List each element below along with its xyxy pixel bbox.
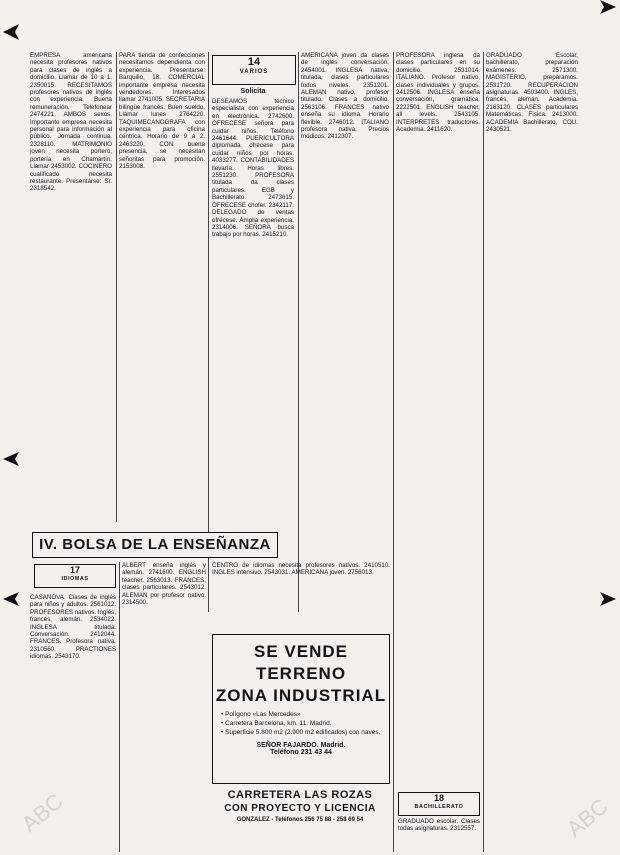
column-text: DESEAMOS técnico especialista con experiencia en electrónica. 2742600. OFRECESE señora para cuidar niños. Teléfono 2461644. PUERICULTORA diplomada ofrécese para cuidar niños por horas. 4033277. CONTABILIDADES llevaría. Horas libres. 2551230. PROFESORA titulada da clases particulares. EGB y Bachillerato. 2473615. OFRECESE chofer. 2342117. DELEGADO de ventas ofrécese. Amplia experiencia. 2314006. SEÑORA busca trabajo por horas. 2415210. bbox=[212, 98, 294, 239]
registration-arrow-icon bbox=[600, 0, 616, 14]
column-text: GRADUADO Escolar, bachillerato, preparación exámenes. 2571300. MAGISTERIO, preparamos. 2531720. RECUPERACION asignaturas. 4503400. INGLES, francés, alemán. Academia. 2163120. CLASES particulares Matemáticas, Física. 2413000. ACADEMIA Bachillerato, COU. 2430521. bbox=[486, 52, 578, 134]
idiomas-column-2 bbox=[122, 562, 206, 852]
ad-contact: SEÑOR FAJARDO. Madrid. bbox=[256, 742, 346, 749]
bachillerato-column bbox=[398, 818, 480, 848]
column-divider bbox=[393, 52, 394, 852]
section-title: IV. BOLSA DE LA ENSEÑANZA bbox=[39, 536, 271, 553]
column-text: GRADUADO escolar. Clases todas asignaturas. 2312557. bbox=[398, 818, 480, 833]
section-header-idiomas bbox=[34, 564, 116, 588]
column-divider bbox=[298, 52, 299, 612]
classifieds-column-1 bbox=[30, 52, 112, 522]
section-number: 14 bbox=[247, 56, 261, 68]
classifieds-column-6 bbox=[486, 52, 578, 852]
column-text: CASANOVA. Clases de inglés para niños y adultos. 2561012. PROFESORES nativos. Inglés, francés, alemán. 2534022. INGLESA titulada. Conversación. 2412044. FRANCES. Profesora nativa. 2310560. PRACTIONES idiomas. 2543170. bbox=[30, 594, 116, 661]
section-header-bachillerato bbox=[398, 792, 480, 816]
classifieds-column-4 bbox=[301, 52, 389, 612]
registration-arrow-icon bbox=[600, 592, 616, 606]
ad-headline: SE VENDE TERRENO bbox=[254, 642, 348, 683]
column-text: PROFESORA inglesa da clases particulares en su domicilio. 2531014. ITALIANO. Profesor nativo, clases individuales y grupos. 2412506. INGLESA enseña conversación, gramática. 2222501. ENGLISH teacher, all levels. 2543105. INTERPRETES traductores. Academia. 2411620. bbox=[396, 52, 480, 134]
column-divider bbox=[483, 52, 484, 852]
ad-headline: ZONA INDUSTRIAL bbox=[215, 686, 387, 705]
classifieds-column-2 bbox=[119, 52, 205, 522]
column-divider bbox=[208, 52, 209, 612]
watermark: ABC bbox=[16, 788, 68, 837]
ad-headline: CARRETERA LAS ROZAS bbox=[227, 789, 373, 801]
ad-bullet: • Polígono «Las Mercedes» bbox=[221, 711, 301, 718]
subsection-label: Solicita bbox=[240, 88, 266, 95]
section-banner bbox=[32, 532, 278, 558]
classifieds-column-5 bbox=[396, 52, 480, 852]
section-number: 17 bbox=[69, 565, 80, 575]
section-label: VARIOS bbox=[239, 69, 269, 75]
idiomas-column-3 bbox=[212, 562, 390, 622]
ad-bullet: • Superficie 5.800 m2 (2.900 m2 edificados) con naves. bbox=[221, 729, 381, 736]
column-text: PARA tienda de confecciones necesitamos dependienta con experiencia. Presentarse: Barquillo, 18. COMERCIAL importante empresa necesita vendedores. Interesados llamar 2741005. SECRETARIA bilingüe francés. Buen sueldo. Llamar lunes 2764220. TAQUIMECANOGRAFA con experiencia para oficina céntrica. Horario de 9 a 2. 2463220. CON buena presencia, se necesitan señoritas para promoción. 2153008. bbox=[119, 52, 205, 171]
road-sale-ad bbox=[212, 788, 388, 840]
registration-arrow-icon bbox=[3, 592, 19, 606]
column-text: EMPRESA americana necesita profesores nativos para clases de inglés a domicilio. Llamar de 10 a 1. 2350015. RECESITAMOS profesores nativos de inglés con experiencia. Buena remuneración. Telefonear 2474221. AMBOS sexos. Importante empresa necesita personal para información al público. Jornada continua. 2328110. MATRIMONIO joven necesita portero, portería en Chamartín. Llamar 2453002. COCINERO cualificado necesita restaurante. Presentarse: Sr. 2318542. bbox=[30, 52, 112, 193]
ad-phone: Teléfono 231 43 44 bbox=[270, 749, 332, 756]
column-divider bbox=[119, 562, 120, 852]
watermark: ABC bbox=[561, 793, 613, 842]
classifieds-column-3 bbox=[212, 98, 294, 518]
registration-arrow-icon bbox=[3, 24, 19, 40]
column-text: ALBERT enseña inglés y alemán. 2741600. ENGLISH teacher. 2563013. FRANCES, clases particulares. 2543012. ALEMAN por profesor nativo. 2314500. bbox=[122, 562, 206, 607]
column-text: AMERICANA joven da clases de inglés conversación. 2454001. INGLESA nativa, titulada, clases particulares todos niveles. 2351201. ALEMAN nativo, profesor titulado. Clases a domicilio. 2563106. FRANCES nativo enseña su idioma. Horario flexible. 2746012. ITALIANO profesora nativa. Precios módicos. 2412307. bbox=[301, 52, 389, 141]
registration-arrow-icon bbox=[3, 452, 19, 466]
section-label: IDIOMAS bbox=[61, 576, 89, 582]
terrain-sale-ad bbox=[212, 634, 390, 784]
section-label: BACHILLERATO bbox=[414, 804, 464, 810]
ad-contact: GONZALEZ - Teléfonos 256 75 88 - 258 69 54 bbox=[236, 817, 364, 823]
ad-headline: CON PROYECTO Y LICENCIA bbox=[224, 803, 376, 814]
section-number: 18 bbox=[433, 793, 444, 803]
ad-bullet: • Carretera Barcelona, km. 11. Madrid. bbox=[221, 720, 332, 727]
column-divider bbox=[116, 52, 117, 522]
section-header-varios bbox=[212, 55, 296, 85]
column-text: CENTRO de idiomas necesita profesores nativos. 2410510. INGLES intensivo. 2543031. AMERICANA joven. 2756013. bbox=[212, 562, 390, 577]
